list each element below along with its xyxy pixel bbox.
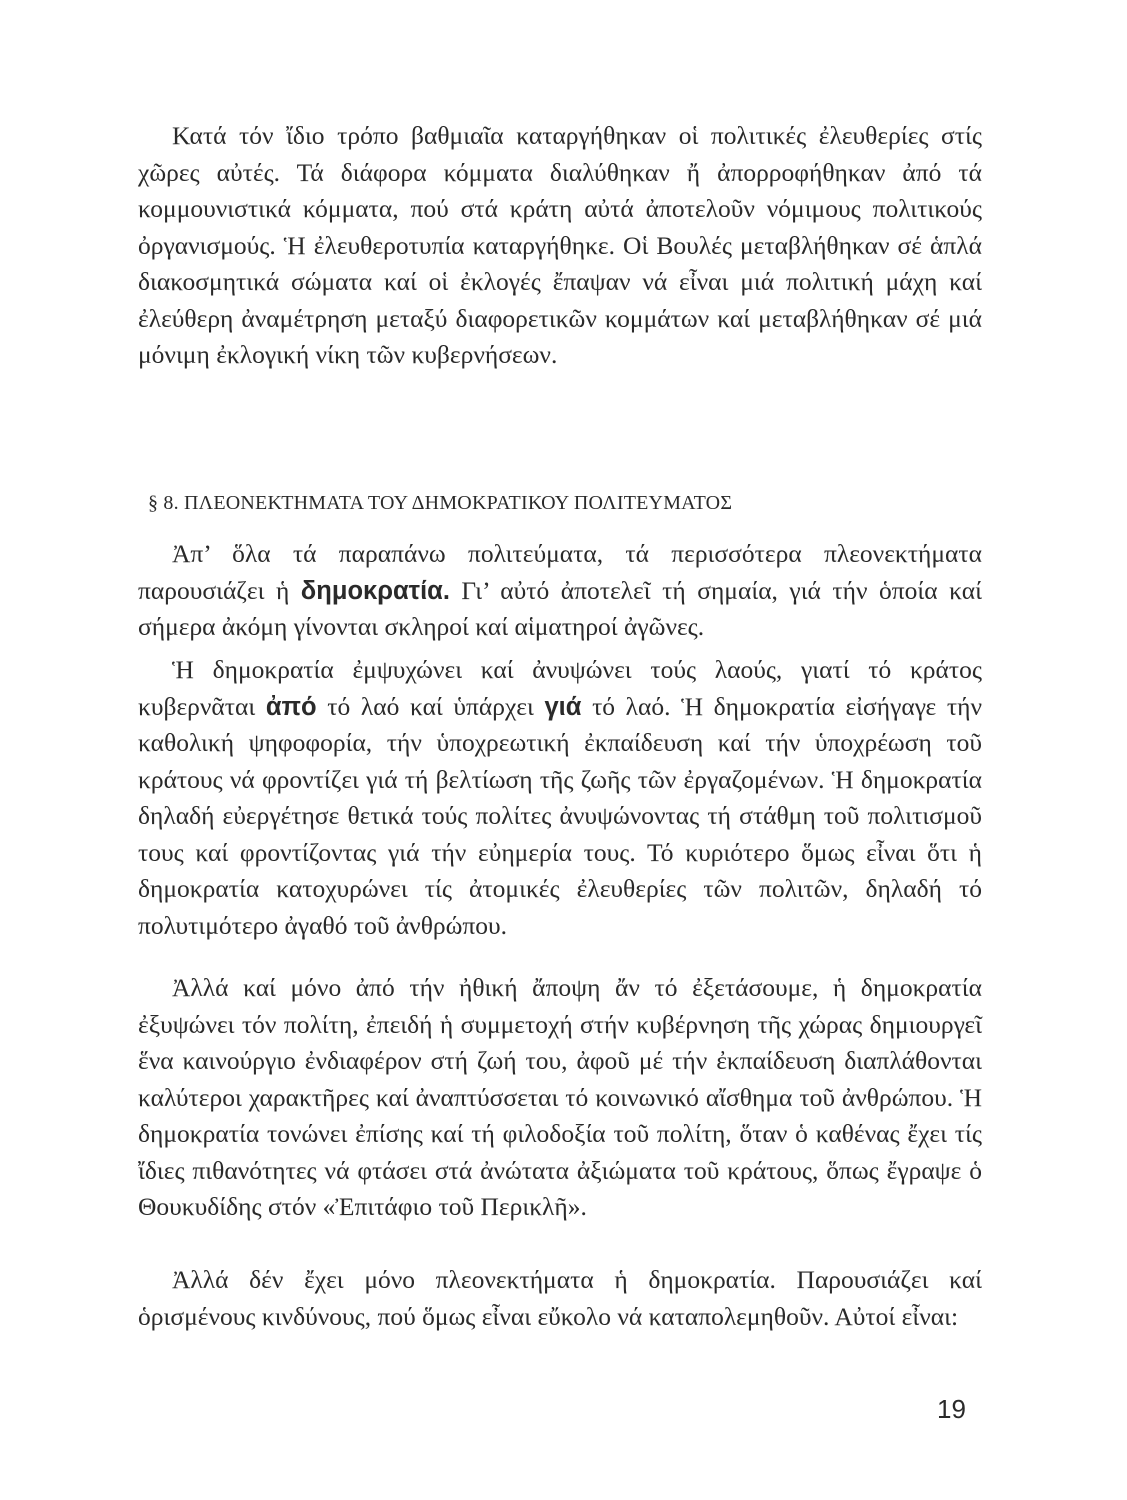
paragraph-3-text <box>138 652 982 944</box>
paragraph-3-part3: τό λαό. Ἡ δημοκρατία εἰσήγαγε τήν καθολική ψηφοφορία, τήν ὑποχρεωτική ἐκπαίδευση καί τήν ὑποχρέωση τοῦ κράτους νά φροντίζει γιά τή βελτίωση τῆς ζωῆς τῶν ἐργαζομένων. Ἡ δημοκρατία δηλαδή εὐεργέτησε θετικά τούς πολίτες ἀνυψώνοντας τή στάθμη τοῦ πολιτισμοῦ τους καί φροντίζοντας γιά τήν εὐημερία τους. Τό κυριότερο ὅμως εἶναι ὅτι ἡ δημοκρατία κατοχυρώνει τίς ἀτομικές ἐλευθερίες τῶν πολιτῶν, δηλαδή τό πολυτιμότερο ἀγαθό τοῦ ἀνθρώπου. <box>138 691 982 940</box>
paragraph-2 <box>138 536 982 646</box>
paragraph-3-bold-apo: ἀπό <box>265 692 317 721</box>
paragraph-4 <box>138 970 982 1226</box>
paragraph-3-part2: τό λαό καί ὑπάρχει <box>316 691 545 721</box>
paragraph-2-bold: δημοκρατία. <box>300 576 450 605</box>
paragraph-2-after: Γι’ αὐτό ἀποτελεῖ τή σημαία, γιά τήν ὁποία καί σήμερα ἀκόμη γίνονται σκληροί καί αἱματηροί ἀγῶνες. <box>138 575 983 641</box>
paragraph-4-text: Ἀλλά καί μόνο ἀπό τήν ἠθική ἄποψη ἄν τό ἐξετάσουμε, ἡ δημοκρατία ἐξυψώνει τόν πολίτη, ἐπειδή ἡ συμμετοχή στήν κυβέρνηση τῆς χώρας δημιουργεῖ ἕνα καινούργιο ἐνδιαφέρον στή ζωή του, ἀφοῦ μέ τήν ἐκπαίδευση διαπλάθονται καλύτεροι χαρακτῆρες καί ἀναπτύσσεται τό κοινωνικό αἴσθημα τοῦ ἀνθρώπου. Ἡ δημοκρατία τονώνει ἐπίσης καί τή φιλοδοξία τοῦ πολίτη, ὅταν ὁ καθένας ἔχει τίς ἴδιες πιθανότητες νά φτάσει στά ἀνώτατα ἀξιώματα τοῦ κράτους, ὅπως ἔγραψε ὁ Θουκυδίδης στόν «Ἐπιτάφιο τοῦ Περικλῆ». <box>138 973 982 1221</box>
paragraph-3 <box>138 652 982 944</box>
page-number: 19 <box>937 1394 966 1424</box>
paragraph-3-bold-gia: γιά <box>544 692 582 721</box>
paragraph-2-text <box>138 536 982 646</box>
paragraph-5-text: Ἀλλά δέν ἔχει μόνο πλεονεκτήματα ἡ δημοκρατία. Παρουσιάζει καί ὁρισμένους κινδύνους, πού ὅμως εἶναι εὔκολο νά καταπολεμηθοῦν. Αὐτοί εἶναι: <box>138 1265 982 1331</box>
paragraph-1-text: Κατά τόν ἴδιο τρόπο βαθμιαῖα καταργήθηκαν οἱ πολιτικές ἐλευθερίες στίς χῶρες αὐτές. Τά διάφορα κόμματα διαλύθηκαν ἤ ἀπορροφήθηκαν ἀπό τά κομμουνιστικά κόμματα, πού στά κράτη αὐτά ἀποτελοῦν νόμιμους πολιτικούς ὀργανισμούς. Ἡ ἐλευθεροτυπία καταργήθηκε. Οἱ Βουλές μεταβλήθηκαν σέ ἁπλά διακοσμητικά σώματα καί οἱ ἐκλογές ἔπαψαν νά εἶναι μιά πολιτική μάχη καί ἐλεύθερη ἀναμέτρηση μεταξύ διαφορετικῶν κομμάτων καί μεταβλήθηκαν σέ μιά μόνιμη ἐκλογική νίκη τῶν κυβερνήσεων. <box>138 121 982 369</box>
paragraph-5 <box>138 1262 982 1335</box>
paragraph-3-part1: Ἡ δημοκρατία ἐμψυχώνει καί ἀνυψώνει τούς λαούς, γιατί τό κράτος κυβερνᾶται <box>138 655 982 721</box>
paragraph-1 <box>138 118 982 374</box>
paragraph-2-before: Ἀπ’ ὅλα τά παραπάνω πολιτεύματα, τά περισσότερα πλεονεκτήματα παρουσιάζει ἡ <box>138 539 982 605</box>
section-heading: § 8. ΠΛΕΟΝΕΚΤΗΜΑΤΑ ΤΟΥ ΔΗΜΟΚΡΑΤΙΚΟΥ ΠΟΛΙΤΕΥΜΑΤΟΣ <box>148 492 733 514</box>
